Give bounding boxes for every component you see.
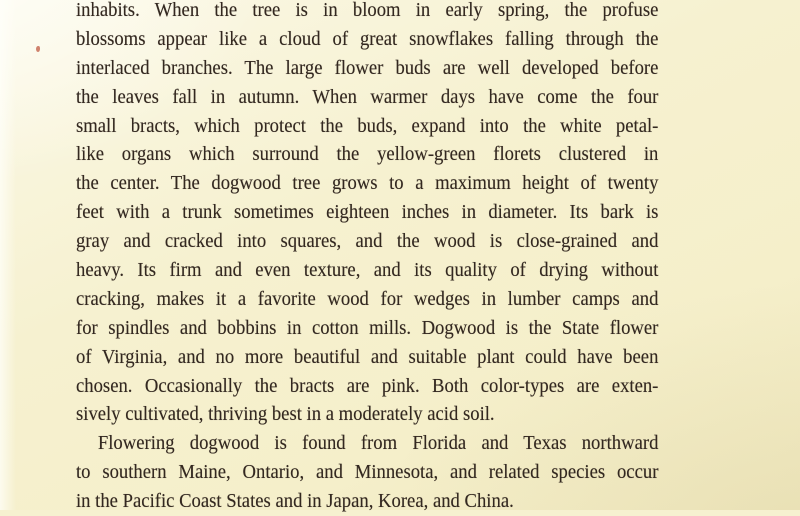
text-line: heavy. Its firm and even texture, and its quality of drying without	[76, 259, 659, 282]
text-line: for spindles and bobbins in cotton mills. Dogwood is the State flower	[76, 316, 659, 339]
page-text-block	[76, 0, 658, 516]
text-line: sively cultivated, thriving best in a moderately acid soil.	[76, 403, 495, 426]
text-line: blossoms appear like a cloud of great snowflakes falling through the	[76, 27, 659, 50]
text-line: to southern Maine, Ontario, and Minnesota, and related species occur	[76, 461, 659, 484]
text-line: like organs which surround the yellow-green florets clustered in	[76, 143, 659, 166]
text-line: the center. The dogwood tree grows to a maximum height of twenty	[76, 172, 659, 195]
text-line: interlaced branches. The large flower buds are well developed before	[76, 56, 659, 79]
text-line: in the Pacific Coast States and in Japan, Korea, and China.	[76, 490, 514, 513]
text-line: cracking, makes it a favorite wood for wedges in lumber camps and	[76, 287, 659, 310]
text-line: gray and cracked into squares, and the wood is close-grained and	[76, 230, 659, 253]
text-line: small bracts, which protect the buds, expand into the white petal-	[76, 114, 659, 137]
text-line: the leaves fall in autumn. When warmer days have come the four	[76, 85, 659, 108]
text-line: feet with a trunk sometimes eighteen inches in diameter. Its bark is	[76, 201, 659, 224]
text-line: Flowering dogwood is found from Florida and Texas northward	[97, 432, 659, 455]
text-line: chosen. Occasionally the bracts are pink. Both color-types are exten-	[76, 374, 659, 397]
text-line: of Virginia, and no more beautiful and suitable plant could have been	[76, 345, 659, 368]
text-line: inhabits. When the tree is in bloom in early spring, the profuse	[76, 0, 659, 21]
ink-speck	[36, 46, 40, 52]
